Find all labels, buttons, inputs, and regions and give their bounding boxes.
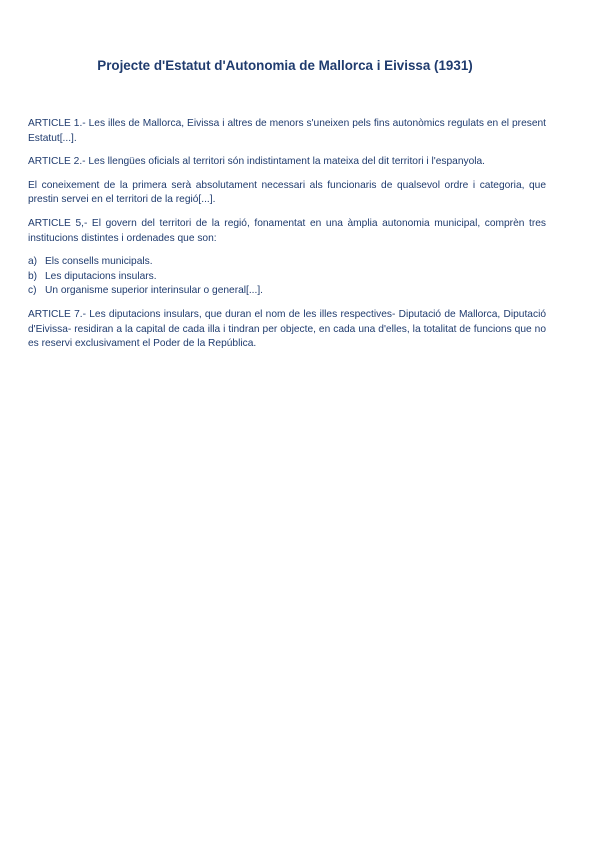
list-item bbox=[28, 284, 546, 299]
list-marker: a) bbox=[28, 256, 38, 268]
document-title: Projecte d'Estatut d'Autonomia de Mallorca i Eivissa (1931) bbox=[97, 58, 473, 73]
list-item bbox=[28, 255, 546, 270]
article-2: ARTICLE 2.- Les llengües oficials al territori són indistintament la mateixa del dit territori i l'espanyola. bbox=[28, 156, 486, 168]
list-item-text: Els consells municipals. bbox=[45, 256, 153, 268]
article-5: ARTICLE 5,- El govern del territori de la regió, fonamentat en una àmplia autonomia municipal, comprèn tres institucions distintes i ordenades que son: bbox=[28, 217, 546, 244]
institutions-list bbox=[28, 255, 546, 299]
document-body bbox=[28, 117, 546, 361]
list-marker: b) bbox=[28, 270, 38, 282]
list-item-text: Un organisme superior interinsular o general[...]. bbox=[45, 285, 264, 297]
article-1: ARTICLE 1.- Les illes de Mallorca, Eivissa i altres de menors s'uneixen pels fins autonòmics regulats en el present Estatut[...]. bbox=[28, 118, 546, 144]
article-7: ARTICLE 7.- Les diputacions insulars, que duran el nom de les illes respectives- Diputació de Mallorca, Diputació d'Eivissa- residiran a la capital de cada illa i tindran per objecte, en cada una d'elles, la totalitat de funcions que no es reservi exclusivament el Poder de la República. bbox=[28, 308, 546, 350]
article-2-continuation: El coneixement de la primera serà absolutament necessari als funcionaris de qualsevol ordre i categoria, que prestin servei en el territori de la regió[...]. bbox=[28, 179, 546, 206]
list-marker: c) bbox=[28, 285, 37, 297]
list-item-text: Les diputacions insulars. bbox=[45, 270, 157, 282]
list-item bbox=[28, 270, 546, 285]
